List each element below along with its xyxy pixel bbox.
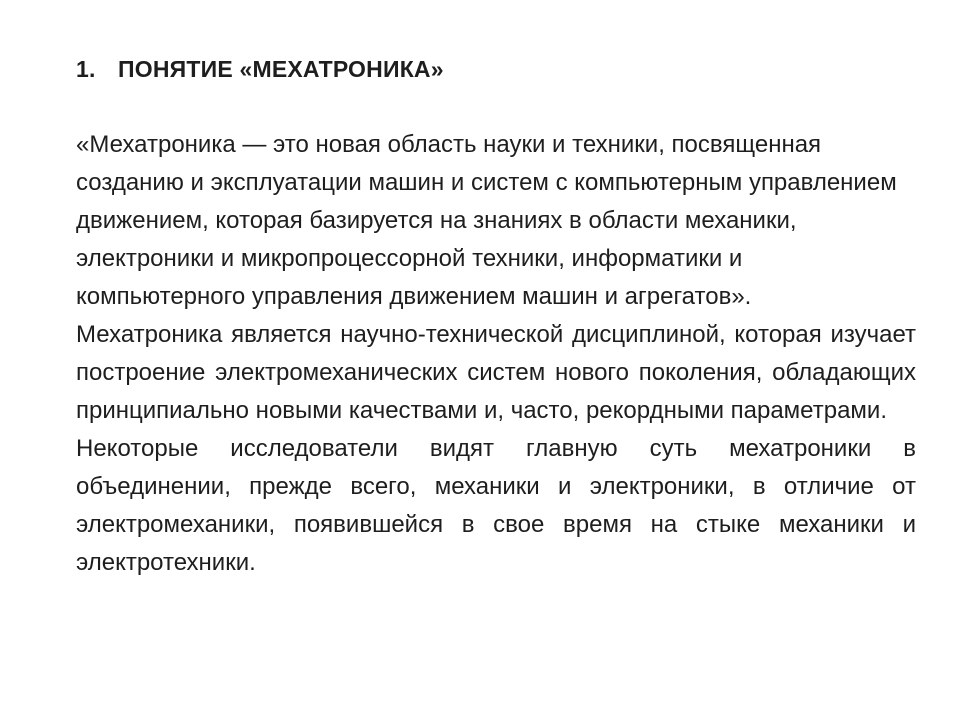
- heading-number: 1.: [76, 56, 96, 82]
- slide-heading: [76, 56, 444, 83]
- slide-body: [76, 126, 916, 582]
- discipline-paragraph: Мехатроника является научно-технической дисциплиной, которая изучает построение электромеханических систем нового поколения, обладающих принципиально новыми качествами и, часто, рекордными параметрами.: [76, 321, 916, 424]
- heading-title: ПОНЯТИЕ «МЕХАТРОНИКА»: [118, 56, 444, 82]
- definition-paragraph: «Мехатроника — это новая область науки и техники, посвященная созданию и эксплуатации машин и систем с компьютерным управлением движением, которая базируется на знаниях в области механики, электроники и микропроцессорной техники, информатики и компьютерного управления движением машин и агрегатов».: [76, 131, 897, 310]
- researchers-paragraph: Некоторые исследователи видят главную суть мехатроники в объединении, прежде всего, механики и электроники, в отличие от электромеханики, появившейся в свое время на стыке механики и электротехники.: [76, 435, 916, 576]
